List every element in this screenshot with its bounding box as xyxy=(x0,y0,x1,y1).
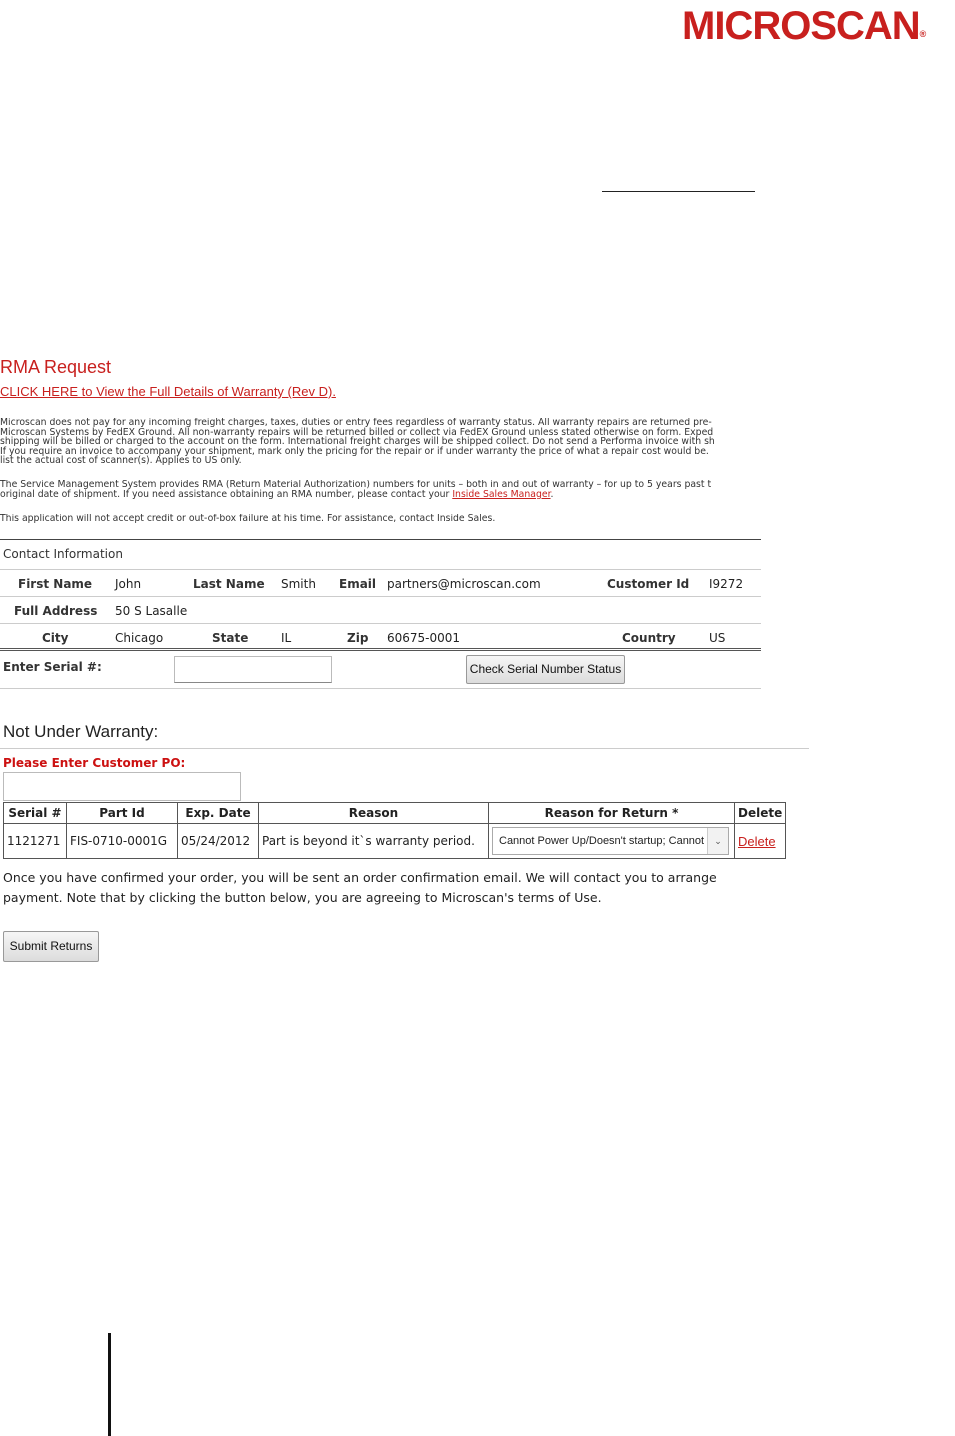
warranty-details-link[interactable]: CLICK HERE to View the Full Details of Warranty (Rev D). xyxy=(0,384,336,399)
customer-id-value: I9272 xyxy=(709,577,744,591)
contact-information-header: Contact Information xyxy=(0,540,761,570)
email-value: partners@microscan.com xyxy=(387,577,541,591)
col-reason: Reason xyxy=(259,803,489,824)
col-part-id: Part Id xyxy=(67,803,178,824)
city-value: Chicago xyxy=(115,631,164,645)
freight-policy-text: Microscan does not pay for any incoming freight charges, taxes, duties or entry fees regardless of warranty status. All warranty repairs are returned pre- Microscan Systems by FedEX Ground. All non-warranty repairs will be returned billed or collect via FedEX Ground unless stated otherwise on form. Exped shipping will be billed or charged to the account on the form. International freight charges will be shipped collect. Do not send a Performa invoice with sh If you require an invoice to accompany your shipment, mark only the pricing for the repair or if under warranty the price of what a repair cost would be. list the actual cost of scanner(s). Applies to US only. xyxy=(0,418,715,466)
serial-entry-row xyxy=(0,651,761,689)
zip-value: 60675-0001 xyxy=(387,631,461,645)
page-title: RMA Request xyxy=(0,357,112,377)
country-label: Country xyxy=(622,631,676,645)
submit-returns-button[interactable]: Submit Returns xyxy=(3,931,99,962)
zip-label: Zip xyxy=(347,631,369,645)
confirmation-notice: Once you have confirmed your order, you will be sent an order confirmation email. We will contact you to arrange payment. Note that by clicking the button below, you are agreeing to Microscan's terms of Use. xyxy=(3,870,717,905)
customer-id-label: Customer Id xyxy=(607,577,690,591)
reason-cell: Part is beyond it`s warranty period. xyxy=(259,824,489,859)
customer-po-input[interactable] xyxy=(3,772,241,801)
reason-for-return-cell xyxy=(489,824,735,859)
delete-cell xyxy=(735,824,786,859)
col-exp-date: Exp. Date xyxy=(178,803,259,824)
not-under-warranty-heading: Not Under Warranty: xyxy=(3,722,159,741)
inside-sales-manager-link[interactable]: Inside Sales Manager xyxy=(452,488,551,499)
returns-table xyxy=(3,802,786,859)
contact-row-location xyxy=(0,624,761,651)
exp-date-cell: 05/24/2012 xyxy=(178,824,259,859)
serial-label: Enter Serial #: xyxy=(3,660,102,674)
check-serial-status-button[interactable]: Check Serial Number Status xyxy=(466,655,625,684)
returns-table-header xyxy=(4,803,786,824)
credit-policy-text: This application will not accept credit or out-of-box failure at his time. For assistance, contact Inside Sales. xyxy=(0,514,496,524)
chevron-down-icon: ⌄ xyxy=(707,828,728,854)
col-delete: Delete xyxy=(735,803,786,824)
serial-cell: 1121271 xyxy=(4,824,67,859)
contact-information-table xyxy=(0,539,761,689)
last-name-label: Last Name xyxy=(193,577,265,591)
col-serial: Serial # xyxy=(4,803,67,824)
footer-bar xyxy=(108,1333,111,1436)
city-label: City xyxy=(42,631,69,645)
contact-row-address xyxy=(0,597,761,624)
logo-text: MICROSCAN xyxy=(682,4,920,48)
top-divider xyxy=(602,191,755,192)
address-label: Full Address xyxy=(14,604,98,618)
state-value: IL xyxy=(281,631,292,645)
registered-mark: ® xyxy=(919,29,926,39)
country-value: US xyxy=(709,631,726,645)
first-name-label: First Name xyxy=(18,577,93,591)
rma-policy-text: The Service Management System provides RMA (Return Material Authorization) numbers for units – both in and out of warranty – for up to 5 years past t original date of shipment. If you need assistance obtaining an RMA number, please contact your Inside Sales Manager. xyxy=(0,480,712,499)
serial-number-input[interactable] xyxy=(174,656,332,683)
section-divider xyxy=(0,748,809,749)
last-name-value: Smith xyxy=(281,577,316,591)
reason-for-return-select[interactable]: Cannot Power Up/Doesn't startup; Cannot ⌄ xyxy=(492,827,729,855)
address-value: 50 S Lasalle xyxy=(115,604,188,618)
contact-row-name xyxy=(0,570,761,597)
microscan-logo xyxy=(682,4,925,49)
delete-link[interactable]: Delete xyxy=(738,833,776,849)
first-name-value: John xyxy=(115,577,142,591)
col-reason-for-return: Reason for Return * xyxy=(489,803,735,824)
state-label: State xyxy=(212,631,249,645)
part-id-cell: FIS-0710-0001G xyxy=(67,824,178,859)
table-row xyxy=(4,824,786,859)
customer-po-label: Please Enter Customer PO: xyxy=(3,756,186,770)
email-label: Email xyxy=(339,577,377,591)
